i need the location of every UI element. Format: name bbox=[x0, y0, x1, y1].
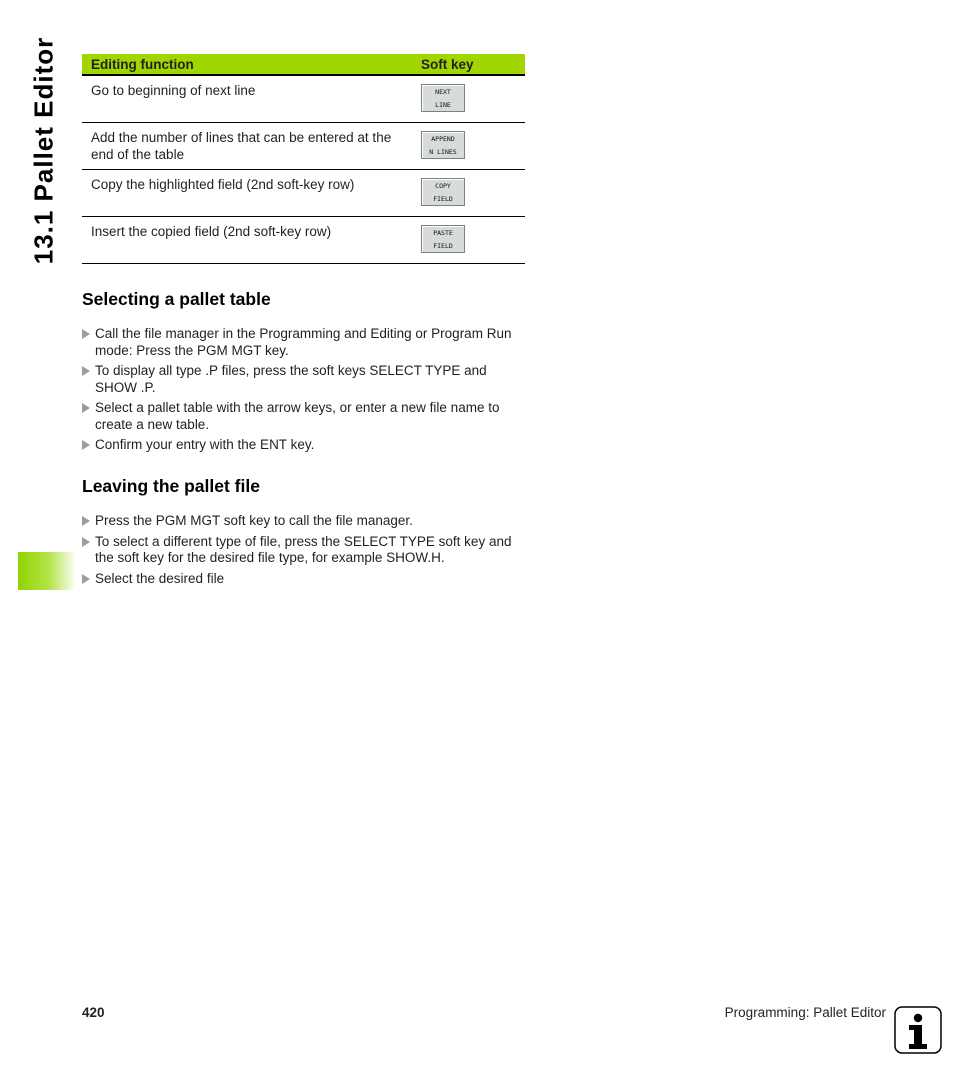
section-heading-leaving: Leaving the pallet file bbox=[82, 476, 260, 496]
list-item bbox=[82, 326, 522, 359]
table-row bbox=[82, 216, 525, 263]
step-text: Select the desired file bbox=[95, 570, 225, 586]
bullet-arrow-icon bbox=[82, 574, 90, 584]
softkey-label-bottom: N LINES bbox=[429, 147, 457, 156]
softkey-label-top: APPEND bbox=[431, 134, 455, 143]
softkey-label-bottom: FIELD bbox=[433, 241, 453, 250]
bullet-arrow-icon bbox=[82, 329, 90, 339]
bullet-arrow-icon bbox=[82, 366, 90, 376]
softkey-cell bbox=[421, 122, 525, 169]
selecting-steps-list bbox=[82, 326, 522, 458]
list-item bbox=[82, 437, 522, 454]
info-icon bbox=[894, 1006, 942, 1054]
list-item bbox=[82, 363, 522, 396]
list-item bbox=[82, 571, 522, 588]
softkey-label-bottom: FIELD bbox=[433, 194, 453, 203]
softkey-label-bottom: LINE bbox=[435, 101, 451, 109]
softkey-label-top: NEXT bbox=[435, 88, 451, 96]
softkey-next-line bbox=[421, 84, 465, 112]
header-editing-function: Editing function bbox=[82, 54, 421, 75]
table-header-row bbox=[82, 54, 525, 75]
page-number: 420 bbox=[82, 1005, 105, 1020]
leaving-steps-list bbox=[82, 513, 522, 591]
function-description: Go to beginning of next line bbox=[82, 75, 421, 122]
step-text: Press the PGM MGT soft key to call the file manager. bbox=[95, 513, 413, 528]
softkey-label-top: COPY bbox=[435, 181, 451, 190]
list-item bbox=[82, 534, 522, 567]
bullet-arrow-icon bbox=[82, 440, 90, 450]
step-text: Confirm your entry with the ENT key. bbox=[95, 437, 315, 452]
chapter-side-title-text: 13.1 Pallet Editor bbox=[28, 36, 59, 264]
bullet-arrow-icon bbox=[82, 516, 90, 526]
header-soft-key: Soft key bbox=[421, 54, 525, 75]
softkey-cell bbox=[421, 75, 525, 122]
step-text: To select a different type of file, press the SELECT TYPE soft key and the soft key for the desired file type, for example SHOW.H. bbox=[95, 533, 512, 565]
chapter-tab-marker bbox=[18, 552, 76, 590]
list-item bbox=[82, 400, 522, 433]
footer-chapter-title: Programming: Pallet Editor bbox=[724, 1005, 886, 1020]
table-row bbox=[82, 169, 525, 216]
chapter-side-title bbox=[24, 20, 64, 280]
table-row bbox=[82, 75, 525, 122]
function-description: Add the number of lines that can be entered at the end of the table bbox=[82, 122, 421, 169]
softkey-cell bbox=[421, 216, 525, 263]
section-heading-selecting: Selecting a pallet table bbox=[82, 289, 271, 309]
bullet-arrow-icon bbox=[82, 403, 90, 413]
step-text: To display all type .P files, press the soft keys SELECT TYPE and SHOW .P. bbox=[95, 363, 487, 395]
softkey-cell bbox=[421, 169, 525, 216]
step-text: Call the file manager in the Programming and Editing or Program Run mode: Press the PGM MGT key. bbox=[95, 326, 512, 358]
function-description: Copy the highlighted field (2nd soft-key row) bbox=[82, 169, 421, 216]
softkey-append-n-lines bbox=[421, 131, 465, 159]
bullet-arrow-icon bbox=[82, 537, 90, 547]
step-text: Select a pallet table with the arrow keys, or enter a new file name to create a new table. bbox=[95, 400, 500, 432]
softkey-copy-field bbox=[421, 178, 465, 206]
function-description: Insert the copied field (2nd soft-key row) bbox=[82, 216, 421, 263]
list-item bbox=[82, 513, 522, 530]
softkey-label-top: PASTE bbox=[433, 228, 453, 237]
softkey-paste-field bbox=[421, 225, 465, 253]
editing-functions-table bbox=[82, 54, 525, 264]
table-row bbox=[82, 122, 525, 169]
